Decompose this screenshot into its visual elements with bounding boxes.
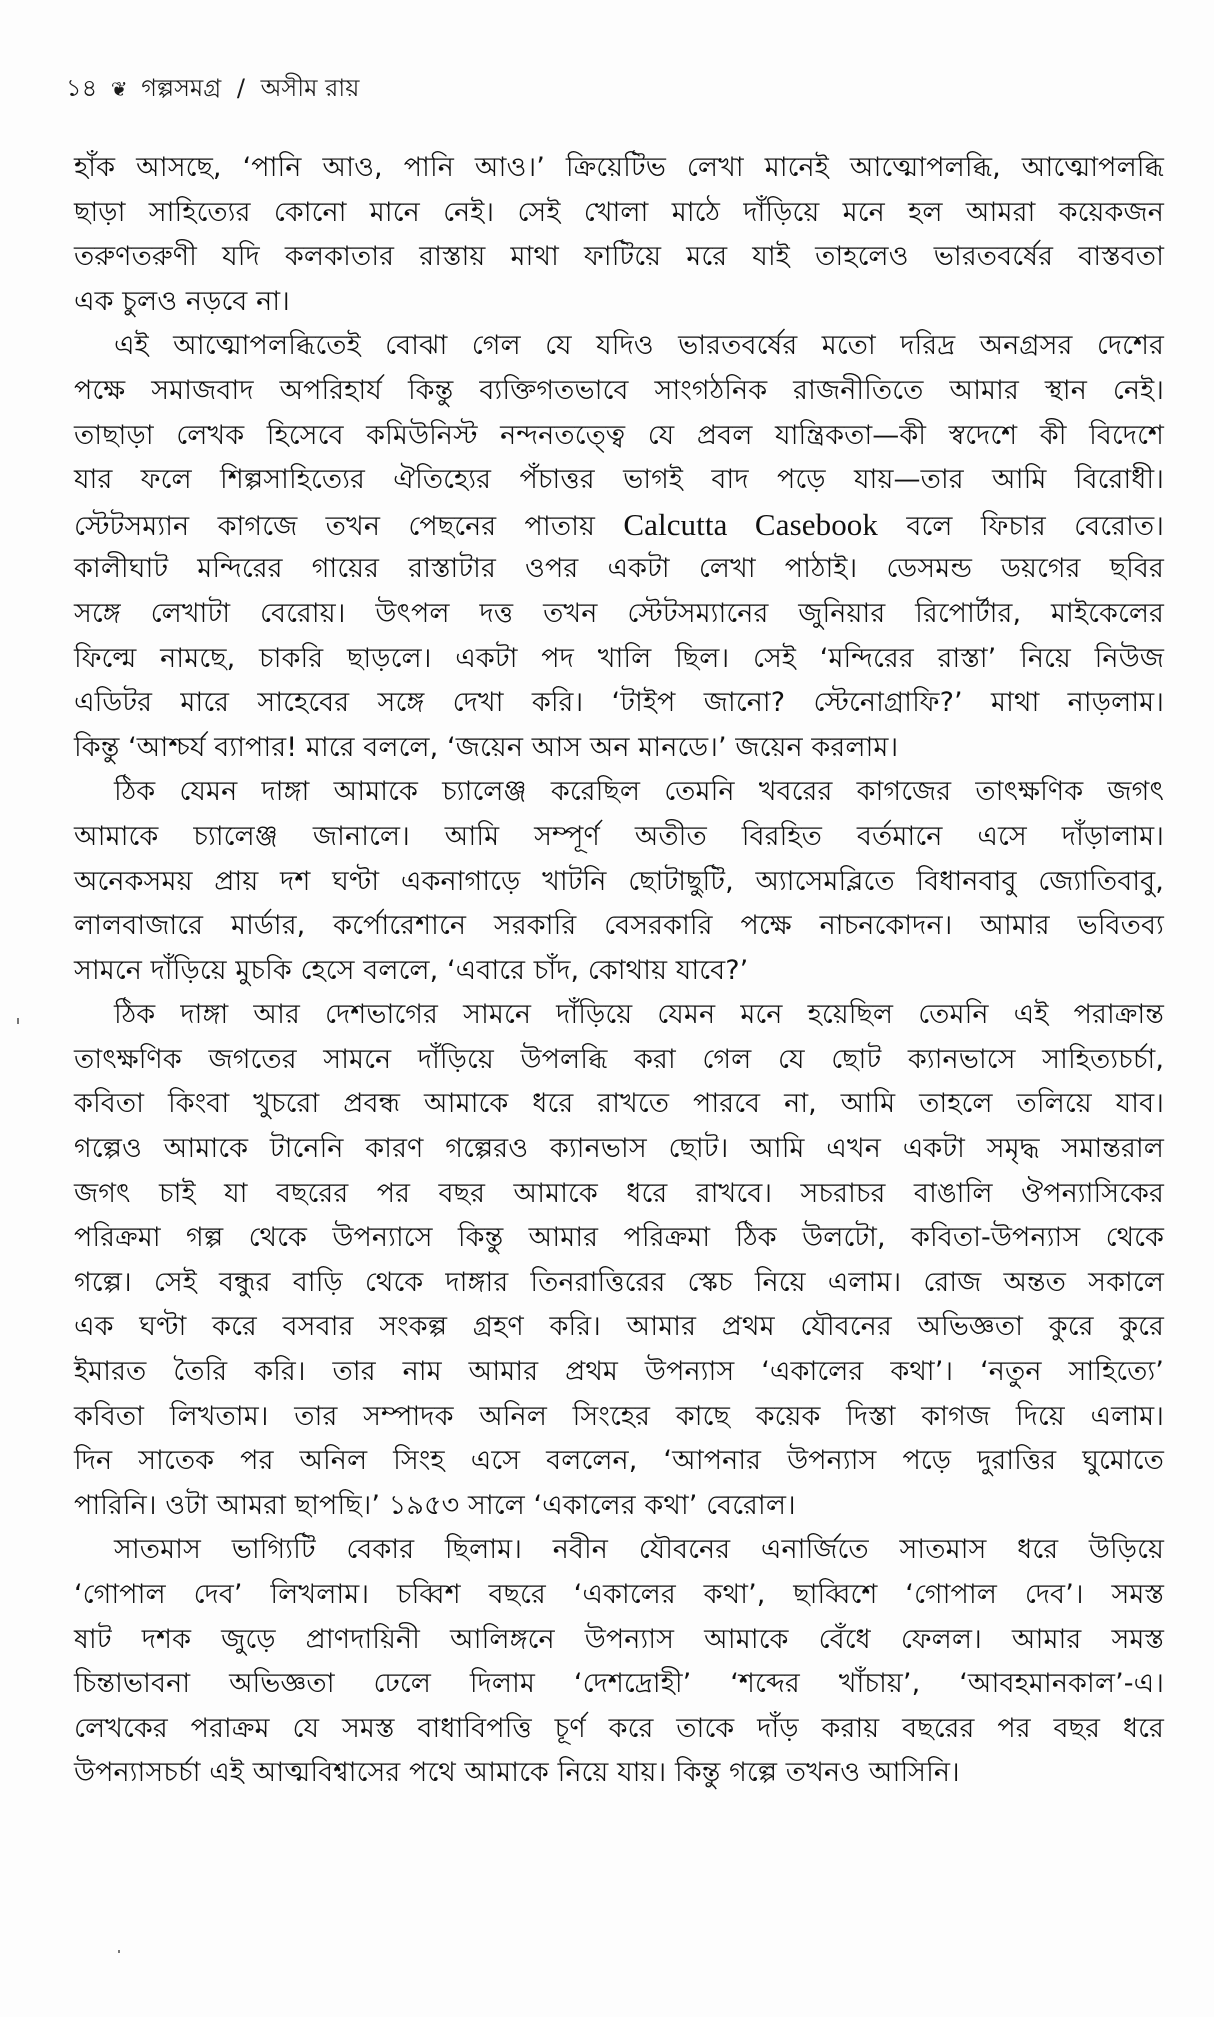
page-number: ১৪ xyxy=(66,74,98,102)
text-line: ঠিক যেমন দাঙ্গা আমাকে চ্যালেঞ্জ করেছিল তেমনি খবরের কাগজের তাৎক্ষণিক জগৎ xyxy=(114,776,1164,808)
text-line: সঙ্গে লেখাটা বেরোয়। উৎপল দত্ত তখন স্টেটসম্যানের জুনিয়ার রিপোর্টার, মাইকেলের xyxy=(74,597,1164,629)
book-title: গল্পসমগ্র xyxy=(141,74,222,102)
text-line: উপন্যাসচর্চা এই আত্মবিশ্বাসের পথে আমাকে নিয়ে যায়। কিন্তু গল্পে তখনও আসিনি। xyxy=(74,1757,960,1789)
text-line: পরিক্রমা গল্প থেকে উপন্যাসে কিন্তু আমার পরিক্রমা ঠিক উলটো, কবিতা-উপন্যাস থেকে xyxy=(74,1222,1164,1254)
text-line: অনেকসময় প্রায় দশ ঘণ্টা একনাগাড়ে খাটনি ছোটাছুটি, অ্যাসেমব্লিতে বিধানবাবু জ্যোতিবাবু, xyxy=(74,865,1164,897)
text-segment: বলে ফিচার বেরোত। xyxy=(878,510,1165,542)
text-line: জগৎ চাই যা বছরের পর বছর আমাকে ধরে রাখবে। সচরাচর বাঙালি ঔপন্যাসিকের xyxy=(74,1177,1164,1209)
text-line: সামনে দাঁড়িয়ে মুচকি হেসে বললে, ‘এবারে চাঁদ, কোথায় যাবে?’ xyxy=(74,954,749,986)
text-line: ‘গোপাল দেব’ লিখলাম। চব্বিশ বছরে ‘একালের কথা’, ছাব্বিশে ‘গোপাল দেব’। সমস্ত xyxy=(74,1579,1164,1610)
paragraph xyxy=(74,324,1164,770)
text-line: ছাড়া সাহিত্যের কোনো মানে নেই। সেই খোলা মাঠে দাঁড়িয়ে মনে হল আমরা কয়েকজন xyxy=(74,196,1164,228)
text-line: এক চুলও নড়বে না। xyxy=(74,285,290,317)
paragraph xyxy=(74,146,1164,324)
text-line: যার ফলে শিল্পসাহিত্যের ঐতিহ্যের পঁচাত্তর ভাগই বাদ পড়ে যায়—তার আমি বিরোধী। xyxy=(74,464,1164,496)
text-line: পারিনি। ওটা আমরা ছাপছি।’ ১৯৫৩ সালে ‘একালের কথা’ বেরোল। xyxy=(74,1489,796,1521)
text-line: এই আত্মোপলব্ধিতেই বোঝা গেল যে যদিও ভারতবর্ষের মতো দরিদ্র অনগ্রসর দেশের xyxy=(114,330,1164,362)
text-line: দিন সাতেক পর অনিল সিংহ এসে বললেন, ‘আপনার উপন্যাস পড়ে দুরাত্তির ঘুমোতে xyxy=(74,1445,1164,1477)
text-line: কবিতা লিখতাম। তার সম্পাদক অনিল সিংহের কাছে কয়েক দিস্তা কাগজ দিয়ে এলাম। xyxy=(74,1400,1164,1432)
text-line: গল্পেও আমাকে টানেনি কারণ গল্পেরও ক্যানভাস ছোট। আমি এখন একটা সমৃদ্ধ সমান্তরাল xyxy=(74,1133,1164,1165)
text-line: চিন্তাভাবনা অভিজ্ঞতা ঢেলে দিলাম ‘দেশদ্রোহী’ ‘শব্দের খাঁচায়’, ‘আবহমানকাল’-এ। xyxy=(74,1668,1164,1700)
text-line: ঠিক দাঙ্গা আর দেশভাগের সামনে দাঁড়িয়ে যেমন মনে হয়েছিল তেমনি এই পরাক্রান্ত xyxy=(114,999,1164,1031)
paragraph xyxy=(74,993,1164,1528)
text-segment: স্টেটসম্যান কাগজে তখন পেছনের পাতায় xyxy=(74,510,624,542)
text-line: ফিল্মে নামছে, চাকরি ছাড়লে। একটা পদ খালি ছিল। সেই ‘মন্দিরের রাস্তা’ নিয়ে নিউজ xyxy=(74,642,1164,674)
scan-speck xyxy=(118,1950,120,1953)
text-line: এক ঘণ্টা করে বসবার সংকল্প গ্রহণ করি। আমার প্রথম যৌবনের অভিজ্ঞতা কুরে কুরে xyxy=(74,1311,1164,1343)
paragraph xyxy=(74,1528,1164,1796)
text-line: তাছাড়া লেখক হিসেবে কমিউনিস্ট নন্দনতত্ত্বে যে প্রবল যান্ত্রিকতা—কী স্বদেশে কী বিদেশে xyxy=(74,419,1164,451)
text-line: তাৎক্ষণিক জগতের সামনে দাঁড়িয়ে উপলব্ধি করা গেল যে ছোট ক্যানভাসে সাহিত্যচর্চা, xyxy=(74,1043,1164,1075)
text-line: আমাকে চ্যালেঞ্জ জানালে। আমি সম্পূর্ণ অতীত বিরহিত বর্তমানে এসে দাঁড়ালাম। xyxy=(74,820,1164,852)
text-line: এডিটর মারে সাহেবের সঙ্গে দেখা করি। ‘টাইপ জানো? স্টেনোগ্রাফি?’ মাথা নাড়লাম। xyxy=(74,687,1164,719)
scan-speck xyxy=(17,1018,19,1024)
text-line: কবিতা কিংবা খুচরো প্রবন্ধ আমাকে ধরে রাখতে পারবে না, আমি তাহলে তলিয়ে যাব। xyxy=(74,1088,1164,1120)
text-line: ইমারত তৈরি করি। তার নাম আমার প্রথম উপন্যাস ‘একালের কথা’। ‘নতুন সাহিত্যে’ xyxy=(74,1356,1164,1388)
text-line-with-english xyxy=(74,503,1164,548)
text-line: গল্পে। সেই বন্ধুর বাড়ি থেকে দাঙ্গার তিনরাত্তিরের স্কেচ নিয়ে এলাম। রোজ অন্তত সকালে xyxy=(74,1266,1164,1298)
text-line: কালীঘাট মন্দিরের গায়ের রাস্তাটার ওপর একটা লেখা পাঠাই। ডেসমন্ড ডয়গের ছবির xyxy=(74,553,1164,585)
english-feature-title: Calcutta Casebook xyxy=(623,506,878,542)
paragraph xyxy=(74,770,1164,993)
running-header xyxy=(66,72,359,105)
body-text xyxy=(74,146,1164,1796)
text-line: হাঁক আসছে, ‘পানি আও, পানি আও।’ ক্রিয়েটিভ লেখা মানেই আত্মোপলব্ধি, আত্মোপলব্ধি xyxy=(74,152,1164,183)
heart-ornament-icon: ❦ xyxy=(110,77,128,101)
text-line: লালবাজারে মার্ডার, কর্পোরেশানে সরকারি বেসরকারি পক্ষে নাচনকোদন। আমার ভবিতব্য xyxy=(74,910,1164,942)
text-line: লেখকের পরাক্রম যে সমস্ত বাধাবিপত্তি চূর্ণ করে তাকে দাঁড় করায় বছরের পর বছর ধরে xyxy=(74,1712,1164,1744)
text-line: পক্ষে সমাজবাদ অপরিহার্য কিন্তু ব্যক্তিগতভাবে সাংগঠনিক রাজনীতিতে আমার স্থান নেই। xyxy=(74,374,1164,406)
header-separator: / xyxy=(236,74,245,102)
text-line: তরুণতরুণী যদি কলকাতার রাস্তায় মাথা ফাটিয়ে মরে যাই তাহলেও ভারতবর্ষের বাস্তবতা xyxy=(74,241,1164,273)
author-name: অসীম রায় xyxy=(260,74,360,102)
text-line: সাতমাস ভাগ্যিটি বেকার ছিলাম। নবীন যৌবনের এনার্জিতে সাতমাস ধরে উড়িয়ে xyxy=(114,1534,1164,1566)
text-line: কিন্তু ‘আশ্চর্য ব্যাপার! মারে বললে, ‘জয়েন আস অন মানডে।’ জয়েন করলাম। xyxy=(74,731,899,763)
text-line: ষাট দশক জুড়ে প্রাণদায়িনী আলিঙ্গনে উপন্যাস আমাকে বেঁধে ফেলল। আমার সমস্ত xyxy=(74,1623,1164,1655)
